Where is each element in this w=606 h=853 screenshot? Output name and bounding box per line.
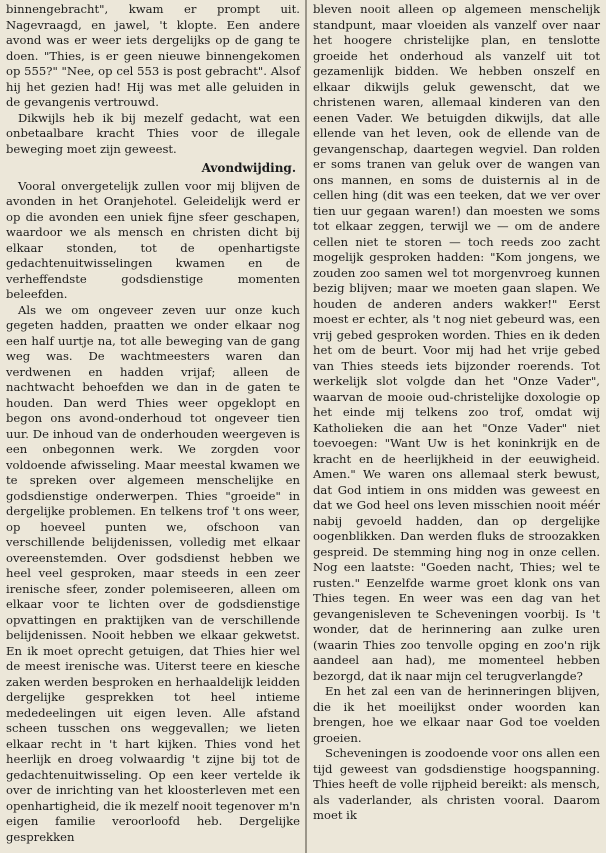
left-paragraph-2: Dikwijls heb ik bij mezelf gedacht, wat een onbetaalbare kracht Thies voor de illegale beweging moet zijn geweest. bbox=[6, 110, 300, 156]
left-paragraph-4: Als we om ongeveer zeven uur onze kuch gegeten hadden, praatten we onder elkaar nog een half uurtje na, tot alle beweging van de gang weg was. De wachtmeesters waren dan verdwenen en hadden vrijaf; alleen de nachtwacht behoefden we dan in de gaten te houden. Dan werd Thies weer opgeklopt en begon ons avond-onderhoud tot ongeveer tien uur. De inhoud van de onderhouden weergeven is een onbegonnen werk. We zorgden voor voldoende afwisseling. Maar meestal kwamen we te spreken over algemeen menschelijke en godsdienstige onderwerpen. Thies "groeide" in dergelijke problemen. En telkens trof 't ons weer, op hoeveel punten we, ofschoon van verschillende belijdenissen, volledig met elkaar overeenstemden. Over godsdienst hebben we heel veel gesproken, maar steeds in een zeer irenische sfeer, zonder polemiseeren, alleen om elkaar voor te lichten over de godsdienstige opvattingen en praktijken van de verschillende belijdenissen. Nooit hebben we elkaar gekwetst. En ik moet oprecht getuigen, dat Thies hier wel de meest irenische was. Uiterst teere en kiesche zaken werden besproken en herhaaldelijk leidden dergelijke gesprekken tot heel intieme mededeelingen uit eigen leven. Alle afstand scheen tusschen ons weggevallen; we lieten elkaar recht in 't hart kijken. Thies vond het heerlijk en droeg volwaardig 't zijne bij tot de gedachtenuitwisseling. Op een keer vertelde ik over de inrichting van het kloosterleven met een openhartigheid, die ik mezelf nooit tegenover m'n eigen familie veroorloofd heb. Dergelijke gesprekken bbox=[6, 302, 300, 844]
right-column bbox=[309, 2, 604, 851]
right-paragraph-2: En het zal een van de herinneringen blijven, die ik het moeilijkst onder woorden kan brengen, hoe we elkaar naar God toe voelden groeien. bbox=[313, 684, 600, 745]
left-column bbox=[2, 2, 304, 851]
left-paragraph-3: Vooral onvergetelijk zullen voor mij blijven de avonden in het Oranjehotel. Geleidelijk werd er op die avonden een uniek fijne sfeer geschapen, waardoor we als mensch en christen dicht bij elkaar stonden, tot de openhartigste gedachtenuitwisselingen kwamen en de verheffendste godsdienstige momenten beleefden. bbox=[6, 178, 300, 301]
right-paragraph-1: bleven nooit alleen op algemeen menschelijk standpunt, maar vloeiden als vanzelf over naar het hoogere christelijke plan, en tenslotte groeide het onderhoud als vanzelf uit tot gezamenlijk bidden. We hebben onszelf en elkaar dikwijls geluk gewenscht, dat we christenen waren, allemaal kinderen van den eenen Vader. We betuigden dikwijls, dat alle ellende van het leven, ook de ellende van de gevangenschap, daartegen wegviel. Dan rolden er soms tranen van geluk over de wangen van ons mannen, en soms de duisternis al in de cellen hing (dit was een teeken, dat we ver over tien uur gegaan waren!) dan moesten we soms tot elkaar zeggen, terwijl we — om de andere cellen niet te storen — toch reeds zoo zacht mogelijk gesproken hadden: "Kom jongens, we zouden zoo samen wel tot morgenvroeg kunnen bezig blijven; maar we moeten gaan slapen. We houden de anderen anders wakker!" Eerst moest er echter, als 't nog niet gebeurd was, een vrij gebed gesproken worden. Thies en ik deden het om de beurt. Voor mij had het vrije gebed van Thies steeds iets bijzonder roerends. Tot werkelijk slot volgde dan het "Onze Vader", waarvan de mooie oud-christelijke doxologie op het einde mij telkens zoo trof, omdat wij Katholieken die aan het "Onze Vader" niet toevoegen: "Want Uw is het koninkrijk en de kracht en de heerlijkheid in der eeuwigheid. Amen." We waren ons allemaal sterk bewust, dat God intiem in ons midden was geweest en dat we God heel ons leven misschien nooit méér nabij gevoeld hadden, dan op dergelijke oogenblikken. Dan werden fluks de stroozakken gespreid. De stemming hing nog in onze cellen. Nog een laatste: "Goeden nacht, Thies; wel te rusten." Eenzelfde warme groet klonk ons van Thies tegen. En weer was een dag van het gevangenisleven te Scheveningen voorbij. Is 't wonder, dat de herinnering aan zulke uren (waarin Thies zoo tenvolle opging en zoo'n rijk aandeel aan had), me momenteel hebben bezorgd, dat ik naar mijn cel terugverlangde? bbox=[313, 2, 600, 683]
section-heading: Avondwijding. bbox=[201, 161, 296, 175]
column-divider bbox=[305, 0, 307, 853]
left-paragraph-1: binnengebracht", kwam er prompt uit. Nagevraagd, en jawel, 't klopte. Een andere avond was er weer iets dergelijks op de gang te doen. "Thies, is er geen nieuwe binnengekomen op 555?" "Nee, op cel 553 is post gebracht". Alsof hij het gezien had! Hij was met alle geluiden in de gevangenis vertrouwd. bbox=[6, 2, 300, 109]
right-paragraph-3: Scheveningen is zoodoende voor ons allen een tijd geweest van godsdienstige hoogspanning. Thies heeft de volle rijpheid bereikt: als mensch, als vaderlander, als christen vooral. Daarom moet ik bbox=[313, 746, 600, 822]
